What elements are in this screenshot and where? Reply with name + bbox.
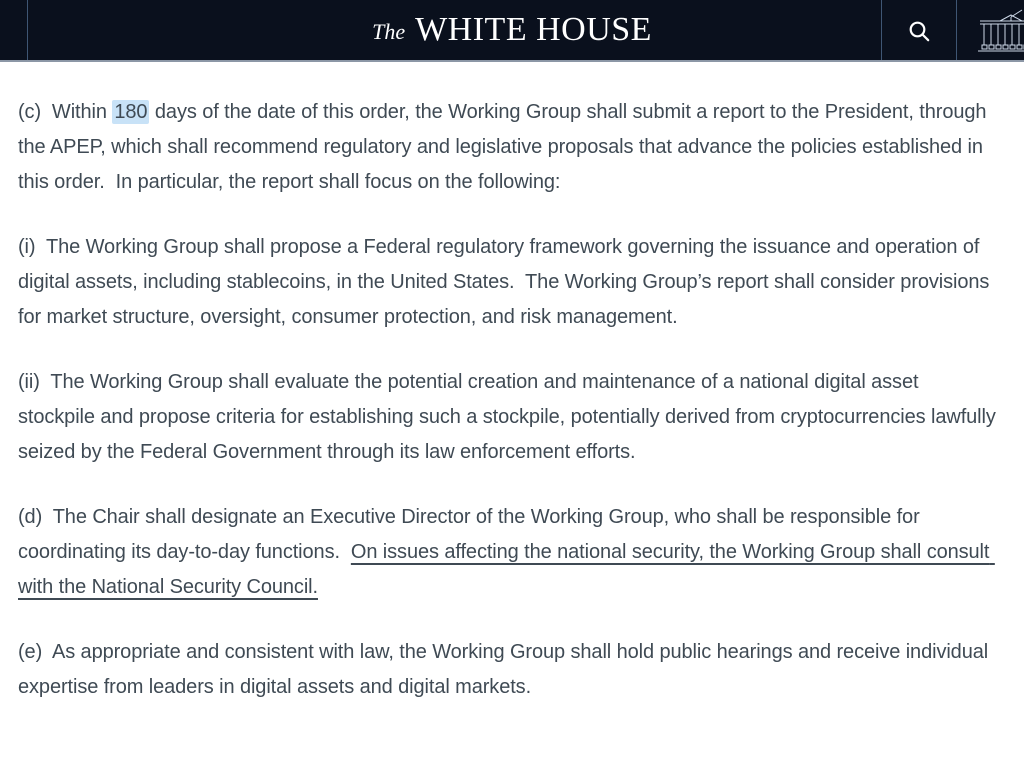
logo-title-text: WHITE HOUSE xyxy=(415,11,652,48)
paragraph-c-post: days of the date of this order, the Working Group shall submit a report to the President, through the APEP, which shall recommend regulatory and legislative proposals that advance the policies established in this order. In particular, the report shall focus on the following: xyxy=(18,101,992,193)
paragraph-c-pre: (c) Within xyxy=(18,101,113,123)
paragraph-e: (e) As appropriate and consistent with law, the Working Group shall hold public hearings and receive individual expertise from leaders in digital assets and digital markets. xyxy=(18,641,994,698)
whitehouse-logo[interactable] xyxy=(0,0,1024,60)
logo-the-text: The xyxy=(372,19,406,44)
highlighted-180: 180 xyxy=(114,101,148,123)
paragraph-d-underlined-clause: On issues affecting the national security, the Working Group shall consult with the National Security Council. xyxy=(18,541,995,598)
search-button[interactable] xyxy=(882,0,956,62)
document-body xyxy=(0,62,1024,705)
whitehouse-building-icon xyxy=(978,7,1024,62)
paragraph-i: (i) The Working Group shall propose a Federal regulatory framework governing the issuance and operation of digital assets, including stablecoins, in the United States. The Working Group’s report shall consider provisions for market structure, oversight, consumer protection, and risk management. xyxy=(18,236,995,328)
paragraph-ii: (ii) The Working Group shall evaluate the potential creation and maintenance of a national digital asset stockpile and propose criteria for establishing such a stockpile, potentially derived from cryptocurrencies lawfully seized by the Federal Government through its law enforcement efforts. xyxy=(18,371,1002,463)
paragraph-d-pre: (d) The Chair shall designate an Executive Director of the Working Group, who shall be responsible for coordinating its day-to-day functions. xyxy=(18,506,926,563)
search-icon xyxy=(907,19,932,44)
site-header xyxy=(0,0,1024,62)
paragraph-c xyxy=(18,95,998,200)
paragraph-d xyxy=(18,500,998,605)
home-link[interactable] xyxy=(978,7,1024,57)
